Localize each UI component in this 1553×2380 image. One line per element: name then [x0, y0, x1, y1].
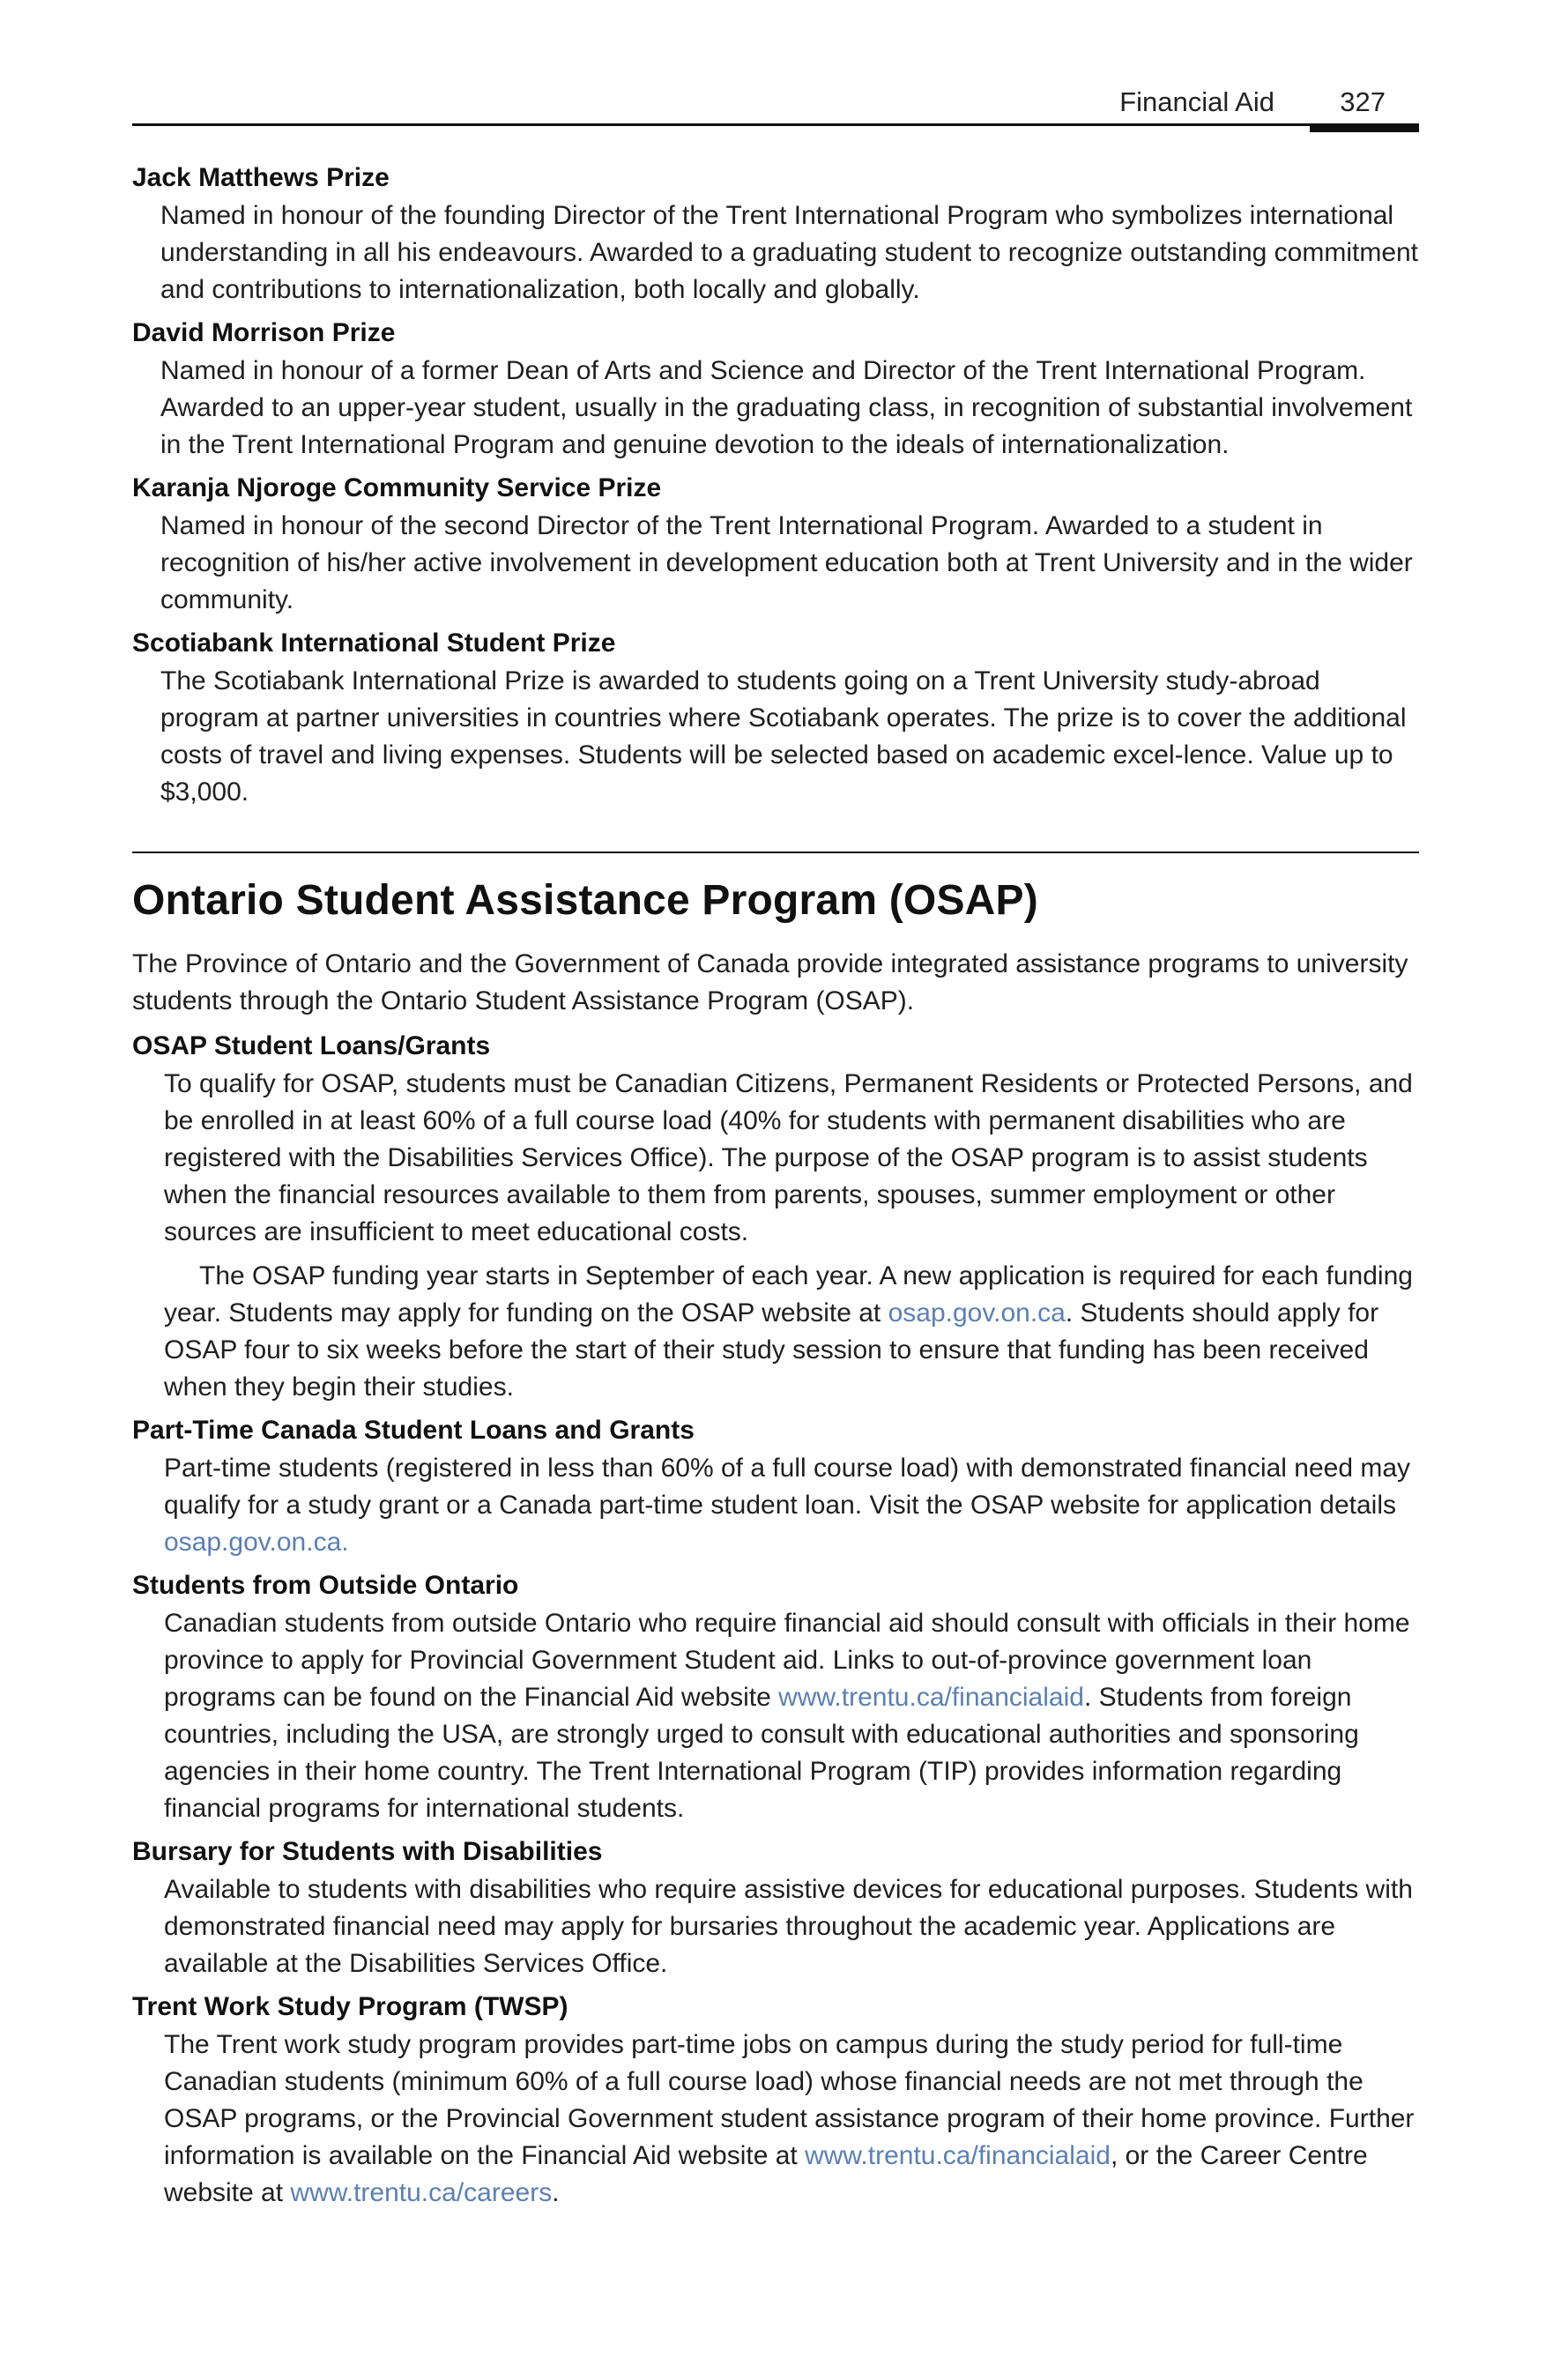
- prize-entry: [132, 159, 1419, 309]
- entry-title: Trent Work Study Program (TWSP): [132, 1992, 568, 2021]
- section-heading: Ontario Student Assistance Program (OSAP): [132, 877, 1038, 924]
- prize-description: Named in honour of a former Dean of Arts and Science and Director of the Trent International Program. Awarded to an upper-year student, usually in the graduating class, in recognition of substantial involvement in the Trent International Program and genuine devotion to the ideals of internationalization.: [160, 356, 1413, 459]
- entry-paragraph: Available to students with disabilities who require assistive devices for educational purposes. Students with demonstrated financial need may apply for bursaries throughout the academic year. Applications are available at the Disabilities Services Office.: [164, 1875, 1413, 1978]
- paragraph-text: . Students from foreign countries, including the USA, are strongly urged to consult with educational authorities and sponsoring agencies in their home country. The Trent International Program (TIP) provides information regarding financial programs for international students.: [164, 1683, 1359, 1823]
- osap-website-link[interactable]: osap.gov.on.ca.: [164, 1528, 349, 1557]
- page-content: [132, 159, 1419, 2217]
- entry-paragraph: To qualify for OSAP, students must be Canadian Citizens, Permanent Residents or Protected Persons, and be enrolled in at least 60% of a full course load (40% for students with permanent disabilities who are registered with the Disabilities Services Office). The purpose of the OSAP program is to assist students when the financial resources available to them from parents, spouses, summer employment or other sources are insufficient to meet educational costs.: [164, 1069, 1413, 1246]
- entry-paragraph: [164, 1450, 1419, 1561]
- prize-entry: [132, 469, 1419, 619]
- paragraph-text: The OSAP funding year starts in September of each year. A new application is required for each funding year. Students may apply for funding on the OSAP website at: [164, 1261, 1413, 1328]
- entry-title: OSAP Student Loans/Grants: [132, 1031, 491, 1060]
- paragraph-text: Part-time students (registered in less than 60% of a full course load) with demonstrated financial need may qualify for a study grant or a Canada part-time student loan. Visit the OSAP website for application details: [164, 1454, 1411, 1520]
- entry-title: Students from Outside Ontario: [132, 1571, 519, 1600]
- outside-ontario-entry: [132, 1566, 1419, 1827]
- paragraph-text: . Students should apply for OSAP four to six weeks before the start of their study session to ensure that funding has been received when they begin their studies.: [164, 1298, 1379, 1402]
- entry-title: Bursary for Students with Disabilities: [132, 1837, 603, 1866]
- paragraph-text: The Trent work study program provides part-time jobs on campus during the study period for full-time Canadian students (minimum 60% of a full course load) whose financial needs are not met through the OSAP programs, or the Provincial Government student assistance program of their home province. Further information is available on the Financial Aid website at: [164, 2030, 1415, 2170]
- prize-entry: [132, 314, 1419, 464]
- prize-description: The Scotiabank International Prize is awarded to students going on a Trent University study-abroad program at partner universities in countries where Scotiabank operates. The prize is to cover the additional costs of travel and living expenses. Students will be selected based on academic excel-lence. Value up to $3,000.: [160, 666, 1407, 807]
- osap-loans-entry: [132, 1027, 1419, 1406]
- prize-entry: [132, 624, 1419, 811]
- paragraph-text: Canadian students from outside Ontario who require financial aid should consult with officials in their home province to apply for Provincial Government Student aid. Links to out-of-province government loan programs can be found on the Financial Aid website: [164, 1609, 1410, 1712]
- financial-aid-link[interactable]: www.trentu.ca/financialaid: [778, 1683, 1084, 1712]
- prize-title: Scotiabank International Student Prize: [132, 628, 616, 658]
- paragraph-text: , or the Career Centre website at: [164, 2141, 1368, 2207]
- running-header: [132, 81, 1419, 126]
- page-number: 327: [1340, 86, 1386, 117]
- header-tab-bar: [1310, 123, 1419, 132]
- paragraph-text: .: [552, 2178, 560, 2207]
- part-time-entry: [132, 1411, 1419, 1561]
- section-divider: [132, 852, 1419, 853]
- prize-title: Jack Matthews Prize: [132, 163, 390, 192]
- entry-paragraph: [164, 2027, 1419, 2212]
- careers-link[interactable]: www.trentu.ca/careers: [290, 2178, 553, 2207]
- bursary-entry: [132, 1833, 1419, 1982]
- prize-title: Karanja Njoroge Community Service Prize: [132, 473, 662, 502]
- entry-title: Part-Time Canada Student Loans and Grants: [132, 1416, 695, 1445]
- entry-paragraph: [164, 1605, 1419, 1827]
- prize-title: David Morrison Prize: [132, 318, 396, 347]
- financial-aid-link[interactable]: www.trentu.ca/financialaid: [805, 2141, 1111, 2170]
- section-intro: The Province of Ontario and the Government of Canada provide integrated assistance programs to university students through the Ontario Student Assistance Program (OSAP).: [132, 949, 1408, 1015]
- entry-paragraph: [164, 1258, 1419, 1406]
- work-study-entry: [132, 1988, 1419, 2212]
- running-title: Financial Aid: [1119, 86, 1274, 117]
- osap-website-link[interactable]: osap.gov.on.ca: [888, 1298, 1066, 1328]
- prize-description: Named in honour of the founding Director of the Trent International Program who symbolizes international understanding in all his endeavours. Awarded to a graduating student to recognize outstanding commitment and contributions to internationalization, both locally and globally.: [160, 201, 1419, 304]
- prize-description: Named in honour of the second Director of the Trent International Program. Awarded to a student in recognition of his/her active involvement in development education both at Trent University and in the wider community.: [160, 511, 1413, 614]
